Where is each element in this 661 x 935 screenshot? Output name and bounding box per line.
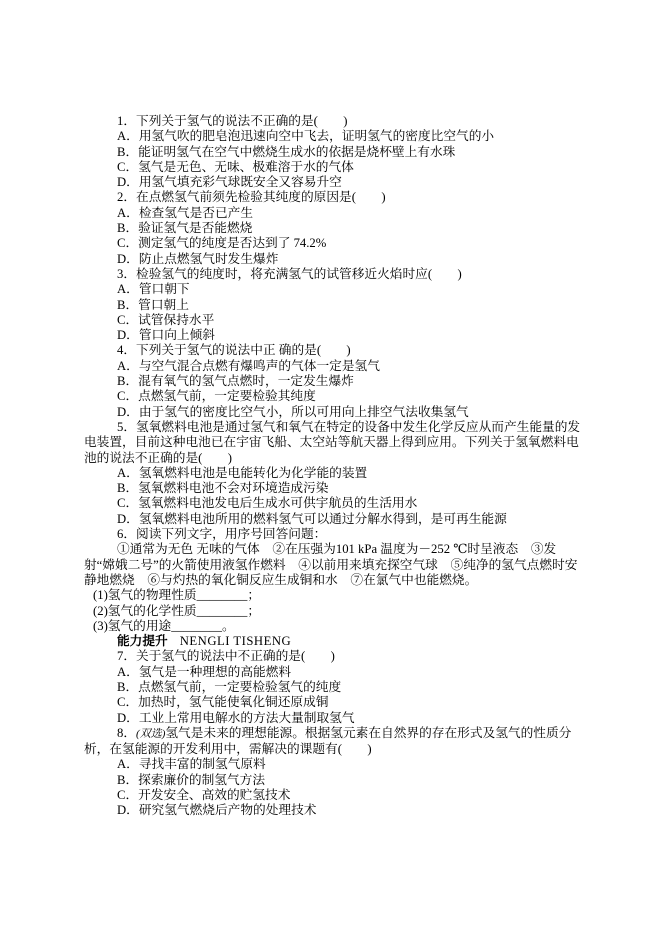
question-3-stem: 3．检验氢气的纯度时，将充满氢气的试管移近火焰时应( ) — [117, 266, 462, 281]
question-6-blank-3: (3)氢气的用途________。 — [93, 618, 235, 633]
question-5-option-d: D．氢氧燃料电池所用的燃料氢气可以通过分解水得到，是可再生能源 — [117, 511, 507, 526]
question-1-option-a: A．用氢气吹的肥皂泡迅速向空中飞去，证明氢气的密度比空气的小 — [117, 129, 495, 144]
question-8-stem-text: 氢气是未来的理想能源。根据氢元素在自然界的存在形式及氢气的性质分析，在氢能源的开发利用中，需解决的课题有( ) — [84, 725, 572, 757]
question-4-option-d: D．由于氢气的密度比空气小，所以可用向上排空气法收集氢气 — [117, 404, 469, 419]
question-6-blank-1: (1)氢气的物理性质________； — [93, 588, 261, 603]
question-3-option-c: C．试管保持水平 — [117, 312, 215, 327]
question-8-option-c: C．开发安全、高效的贮氢技术 — [117, 788, 291, 803]
question-8-type-tag: (双选) — [136, 727, 166, 740]
section-header-title: 能力提升 — [117, 634, 168, 649]
section-header-subtitle: NENGLI TISHENG — [179, 634, 292, 649]
question-7-option-c: C．加热时，氢气能使氧化铜还原成铜 — [117, 695, 329, 710]
question-4-option-a: A．与空气混合点燃有爆鸣声的气体一定是氢气 — [117, 358, 380, 373]
question-1-stem: 1．下列关于氢气的说法不正确的是( ) — [117, 114, 348, 128]
question-5-option-c: C．氢氧燃料电池发电后生成水可供宇航员的生活用水 — [117, 496, 418, 511]
question-5-option-a: A．氢氧燃料电池是电能转化为化学能的装置 — [117, 465, 368, 480]
question-2-option-d: D．防止点燃氢气时发生爆炸 — [117, 251, 279, 266]
question-4-option-b: B．混有氧气的氢气点燃时，一定发生爆炸 — [117, 374, 354, 389]
question-7-option-b: B．点燃氢气前，一定要检验氢气的纯度 — [117, 679, 342, 694]
question-1-option-d: D．用氢气填充彩气球既安全又容易升空 — [117, 175, 342, 190]
question-2-option-b: B．验证氢气是否能燃烧 — [117, 221, 253, 236]
question-8-number: 8． — [117, 725, 137, 740]
question-5-option-b: B．氢氧燃料电池不会对环境造成污染 — [117, 481, 329, 496]
question-8-option-a: A．寻找丰富的制氢气原料 — [117, 757, 266, 772]
section-header — [84, 634, 582, 649]
question-8-option-b: B．探索廉价的制氢气方法 — [117, 772, 266, 787]
question-4-stem: 4．下列关于氢气的说法中正 确的是( ) — [117, 343, 351, 358]
question-6-blank-2: (2)氢气的化学性质________； — [93, 603, 261, 618]
question-2-option-a: A．检查氢气是否已产生 — [117, 205, 254, 220]
question-8-stem — [84, 726, 582, 758]
question-1-option-c: C．氢气是无色、无味、极难溶于水的气体 — [117, 159, 354, 174]
question-7-option-d: D．工业上常用电解水的方法大量制取氢气 — [117, 710, 355, 725]
question-5-stem: 5．氢氧燃料电池是通过氢气和氧气在特定的设备中发生化学反应从而产生能量的发电装置，目前这种电池已在宇宙飞船、太空站等航天器上得到应用。下列关于氢氧燃料电池的说法不正确的是( ) — [84, 419, 581, 465]
question-7-stem: 7．关于氢气的说法中不正确的是( ) — [117, 649, 335, 664]
question-3-option-b: B．管口朝上 — [117, 297, 189, 312]
worksheet-content — [84, 114, 582, 819]
question-1-option-b: B．能证明氢气在空气中燃烧生成水的依据是烧杯壁上有水珠 — [117, 144, 456, 159]
question-2-option-c: C．测定氢气的纯度是否达到了 74.2% — [117, 236, 327, 251]
question-7-option-a: A．氢气是一种理想的高能燃料 — [117, 664, 292, 679]
question-2-stem: 2．在点燃氢气前须先检验其纯度的原因是( ) — [117, 190, 386, 205]
question-3-option-d: D．管口向上倾斜 — [117, 328, 215, 343]
question-8-option-d: D．研究氢气燃烧后产物的处理技术 — [117, 803, 317, 818]
question-3-option-a: A．管口朝下 — [117, 282, 190, 297]
question-6-reading-text: ①通常为无色 无味的气体 ②在压强为101 kPa 温度为－252 ℃时呈液态 ③发射“嫦娥二号”的火箭使用液氢作燃料 ④以前用来填充探空气球 ⑤纯净的氢气点燃时安静地燃烧 ⑥与灼热的氧化铜反应生成铜和水 ⑦在氯气中也能燃烧。 — [84, 542, 578, 587]
question-6-stem: 6．阅读下列文字，用序号回答问题： — [117, 527, 327, 542]
question-4-option-c: C．点燃氢气前，一定要检验其纯度 — [117, 389, 316, 404]
